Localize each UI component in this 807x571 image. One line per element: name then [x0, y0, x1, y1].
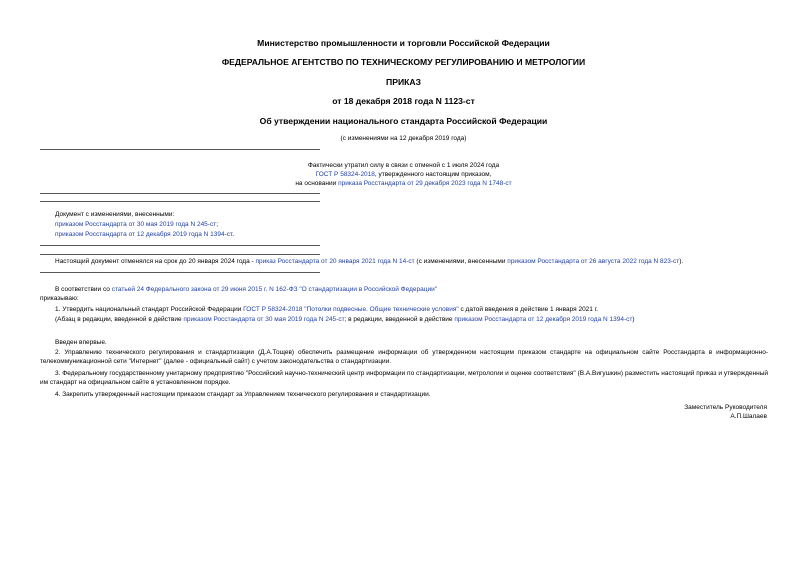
changes-item: приказом Росстандарта от 30 мая 2019 года N 245-ст;: [55, 221, 218, 228]
amendment-order-link[interactable]: приказом Росстандарта от 26 августа 2022 года N 823-ст: [507, 258, 680, 265]
status-line-3: на основании приказа Росстандарта от 29 декабря 2023 года N 1748-ст: [295, 180, 512, 187]
note-order-link-1[interactable]: приказом Росстандарта от 30 мая 2019 года N 245-ст: [183, 316, 345, 323]
postponement-order-link[interactable]: приказ Росстандарта от 20 января 2021 года N 14-ст: [255, 258, 415, 265]
divider: [40, 245, 320, 246]
item-2: 2. Управлению технического регулирования и стандартизации (Д.А.Тощев) обеспечить размещение информации об утвержденном настоящим приказом стандарте на официальном сайте Росстандарта в информационно-телекоммуникационной сети "Интернет" (далее - официальный сайт) с учетом законодательства о стандартизации.: [40, 349, 768, 365]
item-1-note: (Абзац в редакции, введенной в действие приказом Росстандарта от 30 мая 2019 года N 245-ст; в редакции, введенной в действие приказом Росстандарта от 12 декабря 2019 года N 1394-ст): [55, 316, 635, 323]
item-4: 4. Закрепить утвержденный настоящим приказом стандарт за Управлением технического регулирования и стандартизации.: [55, 391, 431, 398]
divider: [40, 193, 320, 194]
signatory-name: А.П.Шалаев: [730, 413, 767, 420]
gost-link[interactable]: ГОСТ Р 58324-2018: [315, 171, 375, 178]
document-type: ПРИКАЗ: [386, 77, 421, 87]
agency-title: ФЕДЕРАЛЬНОЕ АГЕНТСТВО ПО ТЕХНИЧЕСКОМУ РЕГУЛИРОВАНИЮ И МЕТРОЛОГИИ: [221, 57, 586, 67]
introduced-note: Введен впервые.: [55, 339, 107, 346]
change-order-link-1[interactable]: приказом Росстандарта от 30 мая 2019 года N 245-ст: [55, 221, 217, 228]
status-line-1: Фактически утратил силу в связи с отменой с 1 июля 2024 года: [307, 162, 500, 169]
divider: [40, 201, 320, 202]
item-1: 1. Утвердить национальный стандарт Российской Федерации ГОСТ Р 58324-2018 "Потолки подвесные. Общие технические условия" с датой введения в действие 1 января 2021 г.: [55, 306, 599, 313]
postponement-note: Настоящий документ отменялся на срок до 20 января 2024 года - приказ Росстандарта от 20 января 2021 года N 14-ст (с изменениями, внесенными приказом Росстандарта от 26 августа 2022 года N 823-ст).: [55, 258, 684, 265]
revision-note: (с изменениями на 12 декабря 2019 года): [340, 135, 467, 142]
preamble: В соответствии со статьей 24 Федерального закона от 29 июня 2015 г. N 162-ФЗ "О стандартизации в Российской Федерации": [55, 286, 438, 293]
note-order-link-2[interactable]: приказом Росстандарта от 12 декабря 2019 года N 1394-ст: [454, 316, 633, 323]
signatory-position: Заместитель Руководителя: [684, 404, 767, 411]
ministry-title: Министерство промышленности и торговли Российской Федерации: [257, 38, 550, 48]
changes-intro: Документ с изменениями, внесенными:: [55, 211, 175, 218]
gost-standard-link[interactable]: ГОСТ Р 58324-2018 "Потолки подвесные. Общие технические условия": [243, 306, 459, 313]
federal-law-link[interactable]: статьей 24 Федерального закона от 29 июня 2015 г. N 162-ФЗ "О стандартизации в Российской Федерации": [111, 286, 438, 293]
item-3: 3. Федеральному государственному унитарному предприятию "Российский научно-технический центр информации по стандартизации, метрологии и оценке соответствия" (В.А.Вигушкин) разместить настоящий приказ и утвержденный им стандарт на официальном сайте в установленном порядке.: [40, 370, 768, 386]
order-word: приказываю:: [40, 295, 79, 302]
changes-item: приказом Росстандарта от 12 декабря 2019 года N 1394-ст.: [55, 231, 235, 238]
document-date-number: от 18 декабря 2018 года N 1123-ст: [332, 96, 475, 106]
cancel-order-link[interactable]: приказа Росстандарта от 29 декабря 2023 года N 1748-ст: [338, 180, 512, 187]
divider: [40, 254, 320, 255]
document-subject: Об утверждении национального стандарта Российской Федерации: [259, 116, 548, 126]
divider: [40, 149, 320, 150]
status-line-2: ГОСТ Р 58324-2018, утвержденного настоящим приказом,: [315, 171, 492, 178]
divider: [40, 272, 320, 273]
change-order-link-2[interactable]: приказом Росстандарта от 12 декабря 2019 года N 1394-ст: [55, 231, 233, 238]
